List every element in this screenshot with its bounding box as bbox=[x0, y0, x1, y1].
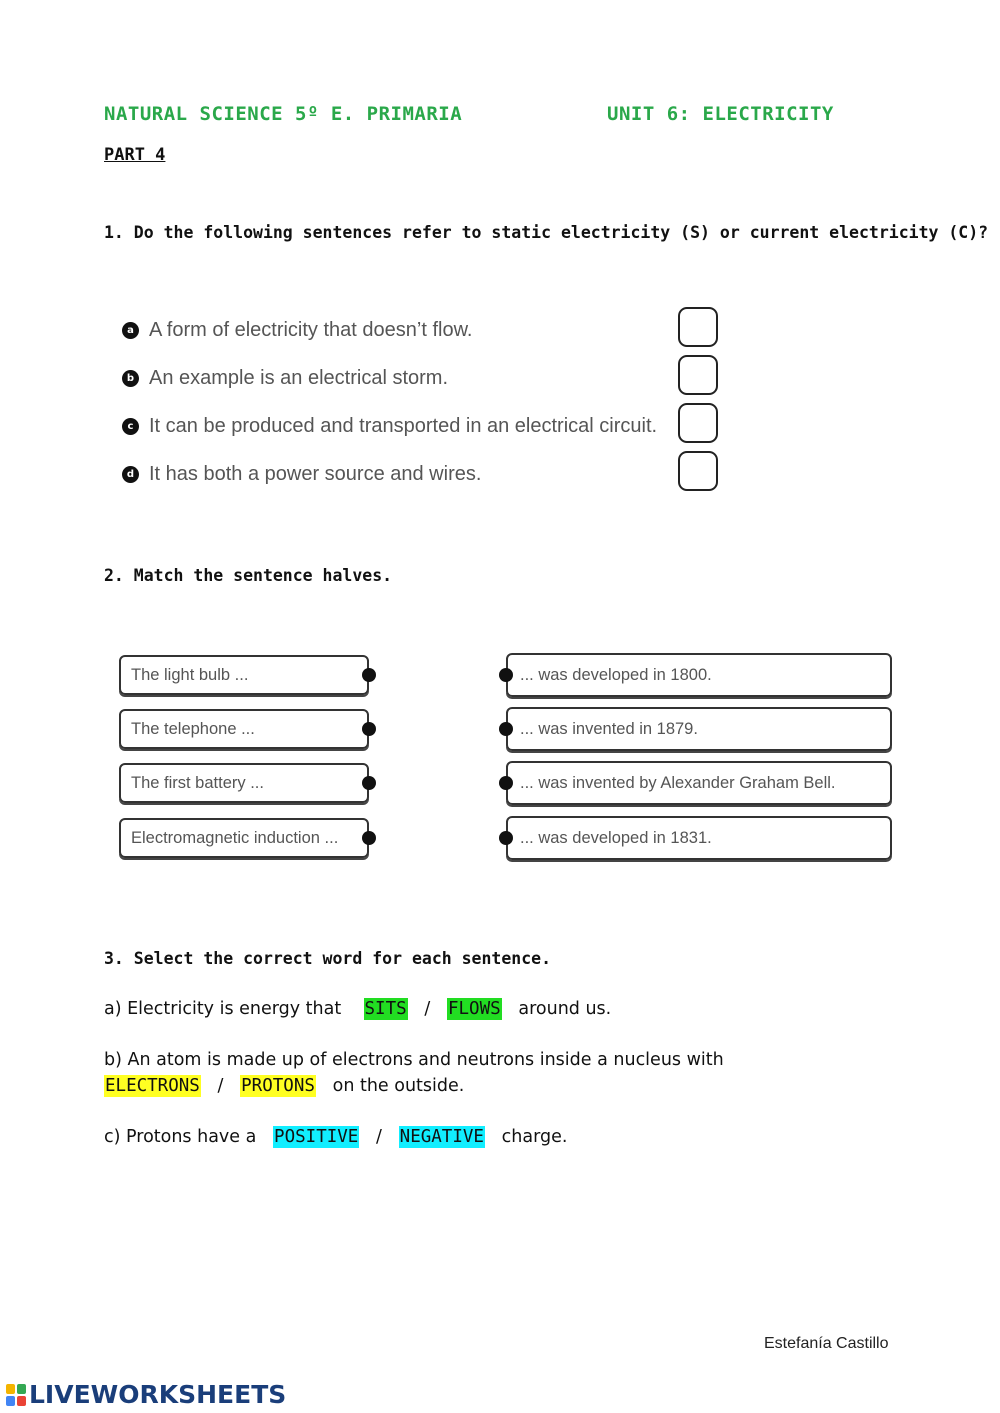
match-left-text: The first battery ... bbox=[131, 773, 264, 792]
match-left-dot-3[interactable] bbox=[362, 776, 376, 790]
match-right-2 bbox=[506, 707, 892, 751]
bullet-a-icon: a bbox=[122, 322, 139, 339]
option-separator: / bbox=[376, 1127, 382, 1147]
sentence-text: around us. bbox=[518, 999, 612, 1019]
q1-item-c bbox=[122, 411, 657, 441]
match-left-1 bbox=[119, 655, 369, 695]
option-separator: / bbox=[217, 1076, 224, 1096]
match-right-text: ... was invented by Alexander Graham Bell. bbox=[520, 773, 836, 792]
match-left-text: Electromagnetic induction ... bbox=[131, 828, 339, 847]
option-electrons[interactable]: ELECTRONS bbox=[105, 1076, 200, 1096]
match-right-dot-2[interactable] bbox=[499, 722, 513, 736]
q1-item-d bbox=[122, 459, 481, 489]
question-2-prompt: 2. Match the sentence halves. bbox=[104, 566, 393, 585]
unit-title: UNIT 6: ELECTRICITY bbox=[607, 103, 834, 125]
answer-box-b[interactable] bbox=[678, 355, 718, 395]
match-left-3 bbox=[119, 763, 369, 803]
match-left-text: The telephone ... bbox=[131, 719, 255, 738]
match-left-dot-4[interactable] bbox=[362, 831, 376, 845]
part-label: PART 4 bbox=[104, 145, 166, 165]
match-right-dot-3[interactable] bbox=[499, 776, 513, 790]
liveworksheets-logo-icon bbox=[6, 1384, 26, 1406]
match-right-text: ... was invented in 1879. bbox=[520, 719, 698, 738]
brand-name: LIVEWORKSHEETS bbox=[29, 1380, 287, 1409]
sentence-text: a) Electricity is energy that bbox=[104, 999, 342, 1019]
answer-box-a[interactable] bbox=[678, 307, 718, 347]
match-right-text: ... was developed in 1831. bbox=[520, 828, 712, 847]
q1-item-text: A form of electricity that doesn’t flow. bbox=[149, 318, 473, 341]
question-3-prompt: 3. Select the correct word for each sentence. bbox=[104, 949, 552, 968]
bullet-b-icon: b bbox=[122, 370, 139, 387]
q3-sentence-b-line2 bbox=[104, 1076, 464, 1096]
bullet-d-icon: d bbox=[122, 466, 139, 483]
question-1-prompt: 1. Do the following sentences refer to static electricity (S) or current electricity (C)? bbox=[104, 223, 989, 242]
option-sits[interactable]: SITS bbox=[364, 999, 407, 1019]
match-right-dot-1[interactable] bbox=[499, 668, 513, 682]
match-left-2 bbox=[119, 709, 369, 749]
answer-box-d[interactable] bbox=[678, 451, 718, 491]
option-negative[interactable]: NEGATIVE bbox=[399, 1127, 484, 1147]
q1-item-text: It has both a power source and wires. bbox=[149, 462, 482, 485]
q3-sentence-a bbox=[104, 999, 611, 1019]
match-left-4 bbox=[119, 818, 369, 858]
q1-item-text: It can be produced and transported in an electrical circuit. bbox=[149, 414, 658, 437]
match-right-3 bbox=[506, 761, 892, 805]
match-left-dot-1[interactable] bbox=[362, 668, 376, 682]
q1-item-b bbox=[122, 363, 448, 393]
option-separator: / bbox=[424, 999, 431, 1019]
q3-sentence-c bbox=[104, 1127, 567, 1147]
answer-box-c[interactable] bbox=[678, 403, 718, 443]
liveworksheets-logo[interactable] bbox=[6, 1380, 286, 1409]
q1-item-text: An example is an electrical storm. bbox=[149, 366, 449, 389]
q1-item-a bbox=[122, 315, 472, 345]
sentence-text: charge. bbox=[501, 1127, 568, 1147]
subject-title: NATURAL SCIENCE 5º E. PRIMARIA bbox=[104, 103, 463, 125]
match-right-text: ... was developed in 1800. bbox=[520, 665, 712, 684]
match-right-1 bbox=[506, 653, 892, 697]
author-name: Estefanía Castillo bbox=[764, 1335, 889, 1352]
match-left-dot-2[interactable] bbox=[362, 722, 376, 736]
sentence-text: c) Protons have a bbox=[104, 1127, 257, 1147]
option-positive[interactable]: POSITIVE bbox=[274, 1127, 359, 1147]
sentence-text: on the outside. bbox=[332, 1076, 465, 1096]
match-left-text: The light bulb ... bbox=[131, 665, 249, 684]
option-flows[interactable]: FLOWS bbox=[447, 999, 501, 1019]
q3-sentence-b-line1: b) An atom is made up of electrons and neutrons inside a nucleus with bbox=[104, 1050, 724, 1070]
match-right-4 bbox=[506, 816, 892, 860]
match-right-dot-4[interactable] bbox=[499, 831, 513, 845]
bullet-c-icon: c bbox=[122, 418, 139, 435]
option-protons[interactable]: PROTONS bbox=[241, 1076, 315, 1096]
